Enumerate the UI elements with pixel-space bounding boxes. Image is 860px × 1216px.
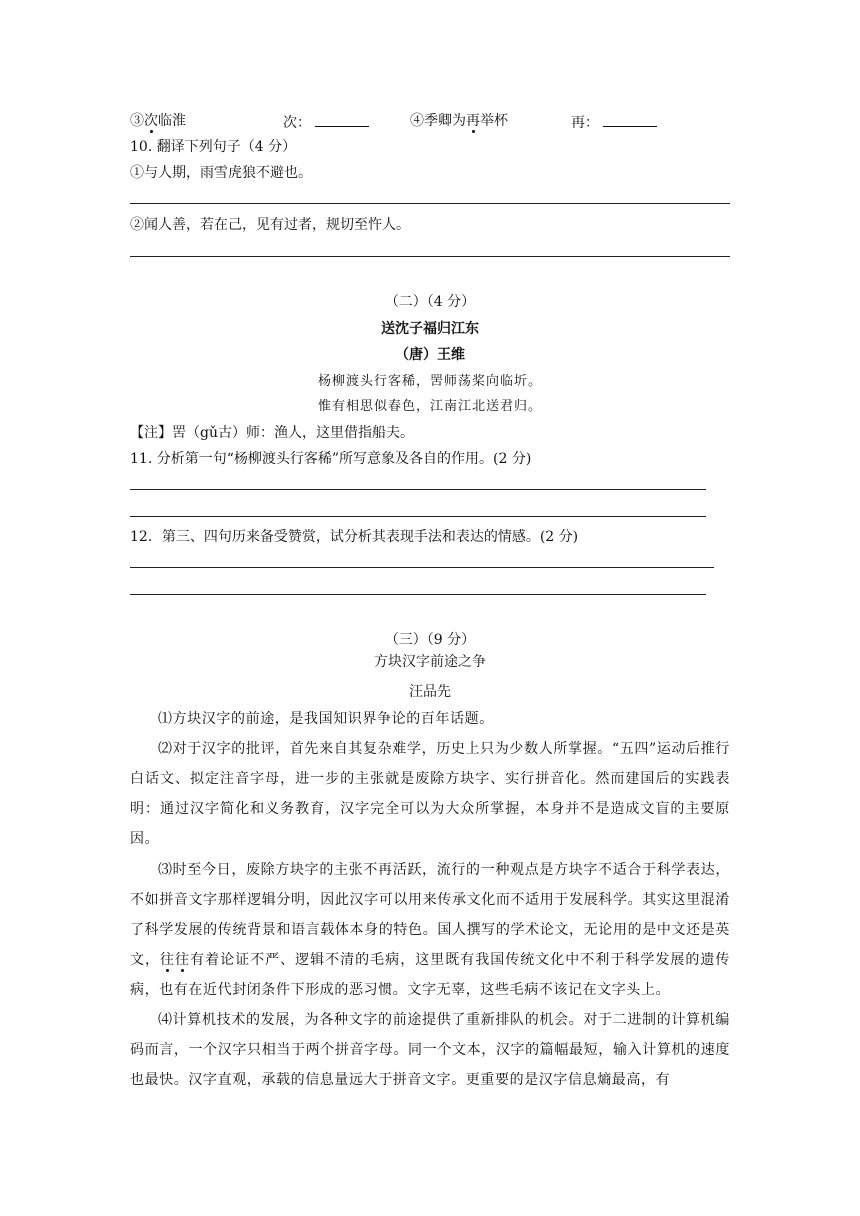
q11-answer-line-1[interactable] (130, 489, 706, 490)
item4-label: 再： (571, 115, 599, 131)
item3-suffix: 临淮 (158, 113, 186, 129)
paragraph-3-part-a: ⑶时至今日，废除方块字的主张不再活跃，流行的一种观点是方块字不适合于科学表达，不如拼音文字那样逻辑分明，因此汉字可以用来传承文化而不适用于发展科学。其实这里混淆了科学发展的传统背景和语言载体本身的特色。国人撰写的学术论文，无论用的是中文还是英文， (130, 862, 730, 968)
item4-dotted-char: 再 (466, 113, 480, 129)
paragraph-3-dotted-char-2: 往 (175, 952, 191, 968)
q11-answer-line-2[interactable] (130, 516, 706, 517)
part3-header: （三）（9 分） (384, 632, 476, 648)
poem-line-2: 惟有相思似春色，江南江北送君归。 (317, 399, 542, 414)
paragraph-3-dotted-char-1: 往 (160, 952, 176, 968)
item4-prefix: ④季卿为 (410, 113, 466, 129)
q10-sentence-1: ①与人期，雨雪虎狼不避也。 (130, 165, 312, 181)
paragraph-2: ⑵对于汉字的批评，首先来自其复杂难学，历史上只为少数人所掌握。“五四”运动后推行白话文、拟定注音字母，进一步的主张就是废除方块字、实行拼音化。然而建国后的实践表明：通过汉字简化和义务教育，汉字完全可以为大众所掌握，本身并不是造成文盲的主要原因。 (130, 741, 730, 847)
item4-answer-blank[interactable] (603, 112, 657, 127)
item3-dotted-char: 次 (144, 113, 158, 129)
q9-item-3 (130, 112, 186, 130)
poem-note: 【注】罟（gǔ古）师：渔人，这里借指船夫。 (130, 425, 414, 441)
q9-item-4 (410, 112, 508, 130)
q12-question: 12．第三、四句历来备受赞赏，试分析其表现手法和表达的情感。(2 分) (130, 529, 579, 545)
q9-item-4-answer (571, 112, 657, 132)
q9-item-3-answer (283, 112, 369, 132)
q10-title: 10. 翻译下列句子（4 分） (130, 139, 297, 155)
paragraph-1: ⑴方块汉字的前途，是我国知识界争论的百年话题。 (158, 711, 494, 727)
poem-author: （唐）王维 (395, 347, 465, 363)
q10-sentence-2: ②闻人善，若在己，见有过者，规切至忤人。 (130, 217, 410, 233)
q12-answer-line-2[interactable] (130, 594, 706, 595)
q12-answer-line-1[interactable] (130, 567, 714, 568)
q10-answer-line-1[interactable] (130, 203, 730, 204)
poem-title: 送沈子福归江东 (381, 321, 479, 337)
q11-question: 11. 分析第一句“杨柳渡头行客稀”所写意象及各自的作用。(2 分) (130, 451, 532, 467)
item3-prefix: ③ (130, 113, 144, 129)
article-author: 汪品先 (409, 684, 451, 700)
item3-answer-blank[interactable] (315, 112, 369, 127)
paragraph-3-part-b: 有着论证不严、逻辑不清的毛病，这里既有我国传统文化中不利于科学发展的遗传病，也有在近代封闭条件下形成的恶习惯。文字无辜，这些毛病不该记在文字头上。 (130, 952, 730, 998)
part2-header: （二）（4 分） (384, 294, 476, 310)
item3-label: 次： (283, 115, 311, 131)
q10-answer-line-2[interactable] (130, 256, 730, 257)
article-title: 方块汉字前途之争 (374, 654, 486, 670)
paragraph-3 (130, 855, 730, 1005)
item4-suffix: 举杯 (480, 113, 508, 129)
paragraph-4: ⑷计算机技术的发展，为各种文字的前途提供了重新排队的机会。对于二进制的计算机编码而言，一个汉字只相当于两个拼音字母。同一个文本，汉字的篇幅最短，输入计算机的速度也最快。汉字直观，承载的信息量远大于拼音文字。更重要的是汉字信息熵最高，有 (130, 1012, 730, 1088)
poem-line-1: 杨柳渡头行客稀，罟师荡桨向临圻。 (317, 374, 542, 389)
